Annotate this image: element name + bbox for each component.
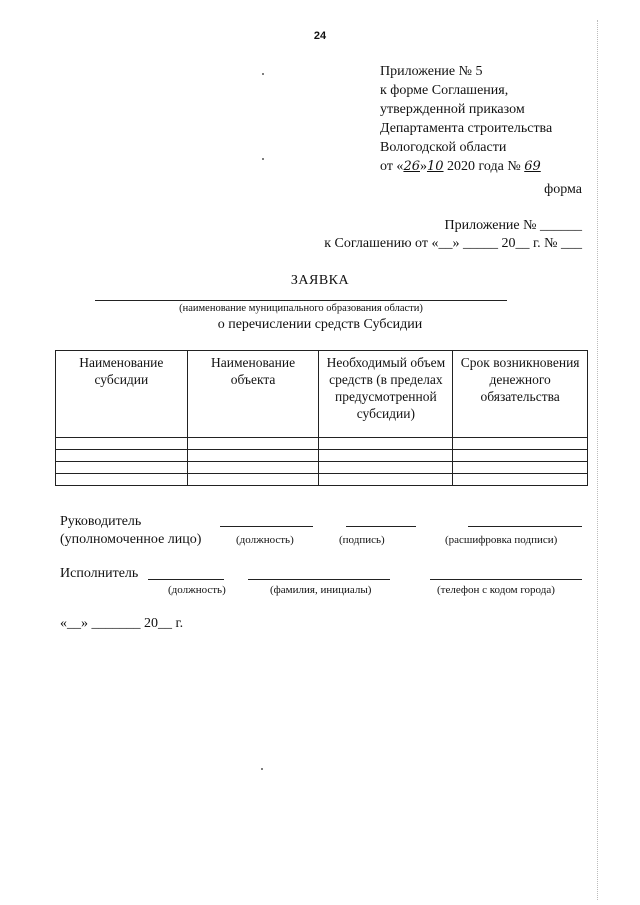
page-number: 24 bbox=[313, 30, 327, 42]
header-subsidy: Наименование субсидии bbox=[56, 351, 188, 438]
authorized-label: (уполномоченное лицо) bbox=[60, 532, 202, 547]
header-term: Срок возникновения денежного обязательства bbox=[453, 351, 588, 438]
table-header-row bbox=[56, 351, 588, 438]
decoding-line bbox=[468, 526, 582, 527]
date-day-handwritten: 26 bbox=[403, 159, 420, 174]
scan-speck bbox=[262, 73, 264, 75]
appendix-block bbox=[380, 62, 620, 176]
name-caption: (фамилия, инициалы) bbox=[270, 584, 372, 596]
executor-position-line bbox=[148, 579, 224, 580]
purpose-line: о перечислении средств Субсидии bbox=[217, 317, 423, 332]
scan-speck bbox=[262, 158, 264, 160]
municipality-underline bbox=[95, 300, 507, 301]
appendix-line-4: Департамента строительства bbox=[380, 121, 553, 136]
annex-line: Приложение № ______ bbox=[444, 218, 582, 233]
signature-caption: (подпись) bbox=[339, 534, 385, 546]
date-month-handwritten: 10 bbox=[426, 159, 444, 174]
date-prefix: от « bbox=[380, 159, 404, 174]
date-mid: » bbox=[419, 159, 427, 174]
decoding-caption: (расшифровка подписи) bbox=[445, 534, 558, 546]
header-object: Наименование объекта bbox=[187, 351, 319, 438]
scan-edge bbox=[597, 20, 598, 900]
phone-caption: (телефон с кодом города) bbox=[437, 584, 555, 596]
request-table bbox=[55, 350, 588, 486]
executor-phone-line bbox=[430, 579, 582, 580]
position-caption: (должность) bbox=[236, 534, 294, 546]
table-row bbox=[56, 462, 588, 474]
head-label: Руководитель bbox=[60, 514, 142, 529]
executor-name-line bbox=[248, 579, 390, 580]
appendix-line-3: утвержденной приказом bbox=[380, 102, 525, 117]
scan-speck bbox=[261, 768, 263, 770]
appendix-line-1: Приложение № 5 bbox=[380, 64, 483, 79]
signature-line bbox=[346, 526, 416, 527]
header-amount: Необходимый объем средств (в пределах предусмотренной субсидии) bbox=[319, 351, 453, 438]
table-row bbox=[56, 474, 588, 486]
executor-position-caption: (должность) bbox=[168, 584, 226, 596]
appendix-line-5: Вологодской области bbox=[380, 140, 507, 155]
table-row bbox=[56, 450, 588, 462]
executor-label: Исполнитель bbox=[60, 566, 139, 581]
position-line bbox=[220, 526, 313, 527]
municipality-caption: (наименование муниципального образования области) bbox=[179, 303, 423, 314]
date-year: 2020 года № bbox=[443, 159, 521, 174]
appendix-date-line bbox=[380, 157, 620, 176]
date-line: «__» _______ 20__ г. bbox=[60, 616, 184, 631]
agreement-line: к Соглашению от «__» _____ 20__ г. № ___ bbox=[324, 236, 582, 251]
order-number-handwritten: 69 bbox=[524, 159, 541, 174]
table-row bbox=[56, 438, 588, 450]
form-label: форма bbox=[544, 182, 582, 197]
appendix-line-2: к форме Соглашения, bbox=[380, 83, 509, 98]
document-title: ЗАЯВКА bbox=[290, 273, 350, 288]
